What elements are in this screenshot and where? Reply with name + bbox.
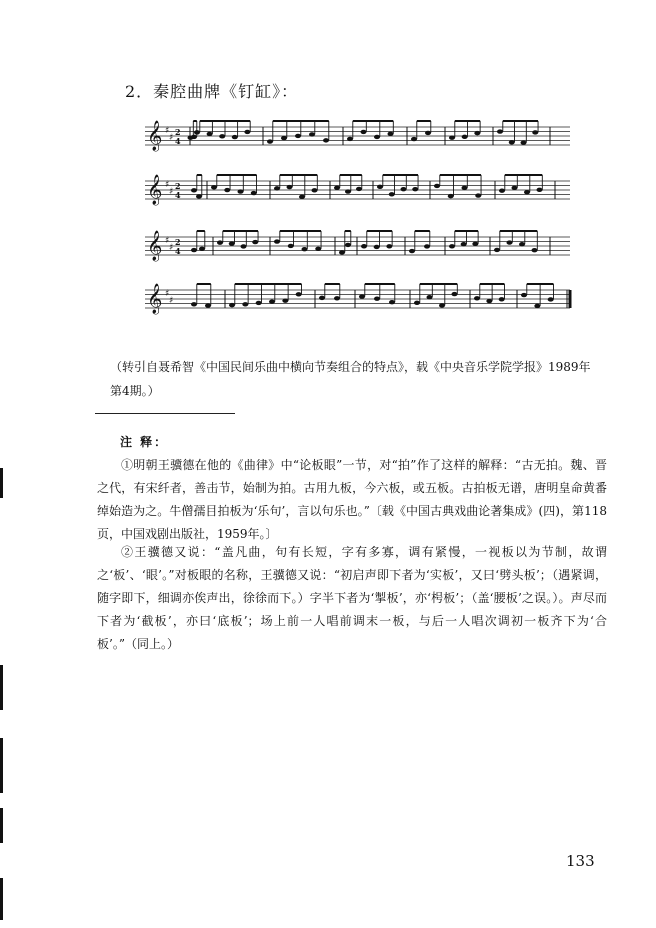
note-head — [424, 244, 430, 248]
note-head — [251, 191, 257, 195]
footnote-2: ②王骥德又说：“盖凡曲，句有长短，字有多寡，调有紧慢，一视板以为节制，故谓之‘板’、‘眼’。”对板眼的名称，王骥德又说：“初启声即下者为‘实板’，又曰‘劈头板’；（遇紧调，随字即下，细调亦俟声出，徐徐而下。）字半下者为‘掣板’，亦‘枵板’；（盖‘腰板’之误。）。声尽而下者为‘截板’，亦曰‘底板’；场上前一人唱前调末一板，与后一人唱次调初一板齐下为‘合板’。”（同上。） — [97, 545, 607, 651]
key-signature-sharp: ♯ — [169, 187, 174, 197]
note-head — [345, 189, 351, 193]
note-head — [532, 248, 538, 252]
key-signature-sharp: ♯ — [169, 296, 174, 306]
note-head — [512, 186, 518, 190]
footnote-divider — [95, 413, 235, 414]
note-head — [269, 299, 275, 303]
note-head — [217, 240, 223, 244]
note-head — [188, 136, 194, 140]
note-head — [462, 186, 468, 190]
note-head — [472, 242, 478, 246]
note-head — [334, 186, 340, 190]
time-signature: 2 — [175, 127, 181, 137]
note-head — [425, 131, 431, 135]
footnote-1: ①明朝王骥德在他的《曲律》中“论板眼”一节，对“拍”作了这样的解释：“古无拍。魏、晋之代，有宋纤者，善击节，始制为拍。古用九板，今六板，或五板。古拍板无谱，唐明皇命黄番绰始造为之。牛僧孺目拍板为‘乐句’，言以句乐也。”〔载《中国古典戏曲论著集成》(四)，第118页，中国戏剧出版社，1959年。〕 — [97, 458, 607, 541]
note-head — [524, 190, 530, 194]
note-head — [281, 136, 287, 140]
note-head — [205, 303, 211, 307]
note-head — [507, 240, 513, 244]
note-head — [296, 292, 302, 296]
note-head — [474, 131, 480, 135]
treble-clef-icon: 𝄞 — [147, 175, 163, 205]
key-signature-sharp: ♯ — [165, 180, 170, 190]
note-head — [386, 244, 392, 248]
note-head — [361, 244, 367, 248]
note-head — [199, 247, 205, 251]
note-head — [448, 194, 454, 198]
note-head — [339, 250, 345, 254]
note-head — [232, 135, 238, 139]
note-head — [449, 136, 455, 140]
note-head — [534, 304, 540, 308]
note-head — [374, 135, 380, 139]
note-head — [521, 293, 527, 297]
note-head — [499, 297, 505, 301]
note-head — [207, 132, 213, 136]
note-head — [229, 303, 235, 307]
note-head — [241, 244, 247, 248]
note-head — [244, 130, 250, 134]
note-head — [282, 298, 288, 302]
note-head — [414, 301, 420, 305]
note-head — [401, 187, 407, 191]
note-head — [377, 185, 383, 189]
note-head — [191, 248, 197, 252]
note-head — [389, 192, 395, 196]
note-head — [334, 296, 340, 300]
note-head — [345, 243, 351, 247]
treble-clef-icon: 𝄞 — [147, 284, 163, 314]
note-head — [361, 130, 367, 134]
note-head — [219, 134, 225, 138]
note-head — [319, 296, 325, 300]
note-head — [449, 244, 455, 248]
note-head — [521, 140, 527, 144]
time-signature: 4 — [175, 136, 181, 146]
treble-clef-icon: 𝄞 — [147, 231, 163, 261]
note-head — [347, 137, 353, 141]
page-number: 133 — [566, 852, 595, 870]
time-signature: 4 — [175, 246, 181, 256]
note-head — [374, 297, 380, 301]
note-head — [229, 241, 235, 245]
note-head — [509, 140, 515, 144]
note-head — [532, 130, 538, 134]
margin-mark — [0, 738, 3, 793]
note-head — [312, 188, 318, 192]
note-head — [274, 186, 280, 190]
time-signature: 2 — [175, 237, 181, 247]
note-head — [191, 188, 197, 192]
note-head — [194, 130, 200, 134]
margin-mark — [0, 468, 3, 498]
key-signature-sharp: ♯ — [165, 289, 170, 299]
time-signature: 2 — [175, 181, 181, 191]
note-head — [323, 138, 329, 142]
note-head — [309, 132, 315, 136]
note-head — [288, 244, 294, 248]
note-head — [412, 187, 418, 191]
note-head — [267, 139, 273, 143]
time-signature: 4 — [175, 190, 181, 200]
section-heading: 2．秦腔曲牌《钉缸》： — [125, 82, 299, 101]
note-head — [287, 185, 293, 189]
note-head — [238, 189, 244, 193]
note-head — [548, 297, 554, 301]
note-head — [452, 292, 458, 296]
note-head — [224, 188, 230, 192]
note-head — [295, 134, 301, 138]
note-head — [475, 193, 481, 197]
note-head — [256, 301, 262, 305]
note-head — [196, 194, 202, 198]
note-head — [242, 302, 248, 306]
note-head — [519, 242, 525, 246]
note-head — [211, 185, 217, 189]
note-head — [497, 129, 503, 133]
note-head — [359, 294, 365, 298]
note-head — [439, 303, 445, 307]
key-signature-sharp: ♯ — [165, 126, 170, 136]
note-head — [302, 247, 308, 251]
note-head — [411, 137, 417, 141]
note-head — [315, 247, 321, 251]
note-head — [274, 239, 280, 243]
note-head — [537, 188, 543, 192]
note-head — [388, 132, 394, 136]
margin-mark — [0, 808, 3, 843]
key-signature-sharp: ♯ — [165, 236, 170, 246]
note-head — [389, 300, 395, 304]
note-head — [409, 249, 415, 253]
margin-mark — [0, 878, 3, 920]
margin-mark — [0, 665, 3, 710]
note-head — [356, 187, 362, 191]
note-head — [252, 240, 258, 244]
note-head — [494, 248, 500, 252]
note-head — [499, 188, 505, 192]
note-head — [299, 195, 305, 199]
source-caption: （转引自聂希智《中国民间乐曲中横向节奏组合的特点》，载《中央音乐学院学报》1989年第4期。） — [110, 360, 591, 398]
note-head — [374, 245, 380, 249]
note-head — [191, 302, 197, 306]
note-head — [474, 296, 480, 300]
note-head — [434, 184, 440, 188]
notes-title: 注 释： — [120, 435, 169, 449]
music-score — [145, 115, 575, 330]
note-head — [427, 295, 433, 299]
note-head — [461, 242, 467, 246]
note-head — [486, 299, 492, 303]
key-signature-sharp: ♯ — [169, 133, 174, 143]
note-head — [462, 135, 468, 139]
treble-clef-icon: 𝄞 — [147, 121, 163, 151]
key-signature-sharp: ♯ — [169, 243, 174, 253]
